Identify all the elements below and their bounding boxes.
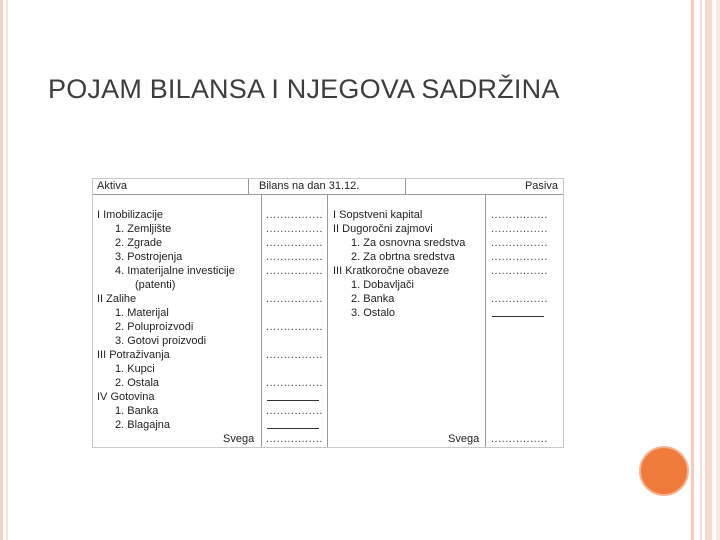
right-border-stripe-wide xyxy=(705,0,712,540)
value-placeholder: ................ xyxy=(491,293,548,305)
aktiva-line: 1. Materijal xyxy=(115,307,169,319)
pasiva-line: II Dugoročni zajmovi xyxy=(333,223,433,235)
subtotal-underline xyxy=(267,428,319,429)
aktiva-total-label: Svega xyxy=(223,433,255,445)
value-placeholder: ................ xyxy=(491,223,548,235)
aktiva-line: I Imobilizacije xyxy=(97,209,164,221)
aktiva-line: 3. Gotovi proizvodi xyxy=(115,335,207,347)
right-border-stripe-thin xyxy=(700,0,702,540)
pasiva-line: 3. Ostalo xyxy=(351,307,396,319)
balance-sheet-header xyxy=(93,179,563,195)
aktiva-line: (patenti) xyxy=(135,279,176,291)
aktiva-line: III Potraživanja xyxy=(97,349,170,361)
value-placeholder: ................ xyxy=(266,377,323,389)
value-placeholder: ................ xyxy=(491,265,548,277)
pasiva-line: III Kratkoročne obaveze xyxy=(333,265,450,277)
value-placeholder: ................ xyxy=(491,237,548,249)
aktiva-header: Aktiva xyxy=(97,180,127,192)
aktiva-line: 1. Banka xyxy=(115,405,159,417)
value-placeholder: ................ xyxy=(266,209,323,221)
pasiva-line: 1. Za osnovna sredstva xyxy=(351,237,466,249)
value-placeholder: ................ xyxy=(266,251,323,263)
balance-sheet xyxy=(92,178,564,448)
aktiva-line: 1. Zemljište xyxy=(115,223,172,235)
pasiva-line: 1. Dobavljači xyxy=(351,279,414,291)
balance-date-header: Bilans na dan 31.12. xyxy=(259,180,360,192)
value-placeholder: ................ xyxy=(491,433,548,445)
right-border-stripe xyxy=(691,0,694,540)
value-placeholder: ................ xyxy=(266,237,323,249)
pasiva-line: 2. Banka xyxy=(351,293,395,305)
decorative-circle xyxy=(641,448,687,494)
aktiva-line: IV Gotovina xyxy=(97,391,155,403)
pasiva-line: 2. Za obrtna sredstva xyxy=(351,251,455,263)
aktiva-line: 2. Blagajna xyxy=(115,419,171,431)
value-placeholder: ................ xyxy=(266,405,323,417)
value-placeholder: ................ xyxy=(266,223,323,235)
value-placeholder: ................ xyxy=(266,349,323,361)
value-placeholder: ................ xyxy=(266,265,323,277)
pasiva-line: I Sopstveni kapital xyxy=(333,209,423,221)
subtotal-underline xyxy=(267,400,319,401)
value-placeholder: ................ xyxy=(266,321,323,333)
pasiva-header: Pasiva xyxy=(524,180,558,192)
header-divider xyxy=(248,179,249,194)
slide-title: POJAM BILANSA I NJEGOVA SADRŽINA xyxy=(48,74,560,104)
subtotal-underline xyxy=(492,316,544,317)
column-divider xyxy=(485,194,486,447)
header-divider xyxy=(405,179,406,194)
aktiva-line: 1. Kupci xyxy=(115,363,155,375)
column-divider xyxy=(261,194,262,447)
right-border-stripe-edge xyxy=(716,0,720,540)
value-placeholder: ................ xyxy=(266,293,323,305)
left-border-stripe xyxy=(0,0,3,540)
pasiva-total-label: Svega xyxy=(448,433,480,445)
value-placeholder: ................ xyxy=(266,433,323,445)
aktiva-line: 2. Ostala xyxy=(115,377,160,389)
value-placeholder: ................ xyxy=(491,251,548,263)
left-border-stripe-thin xyxy=(6,0,8,540)
aktiva-line: II Zalihe xyxy=(97,293,137,305)
aktiva-line: 2. Poluproizvodi xyxy=(115,321,194,333)
aktiva-line: 3. Postrojenja xyxy=(115,251,183,263)
aktiva-line: 2. Zgrade xyxy=(115,237,163,249)
column-divider xyxy=(327,194,328,447)
aktiva-line: 4. Imaterijalne investicije xyxy=(115,265,235,277)
value-placeholder: ................ xyxy=(491,209,548,221)
